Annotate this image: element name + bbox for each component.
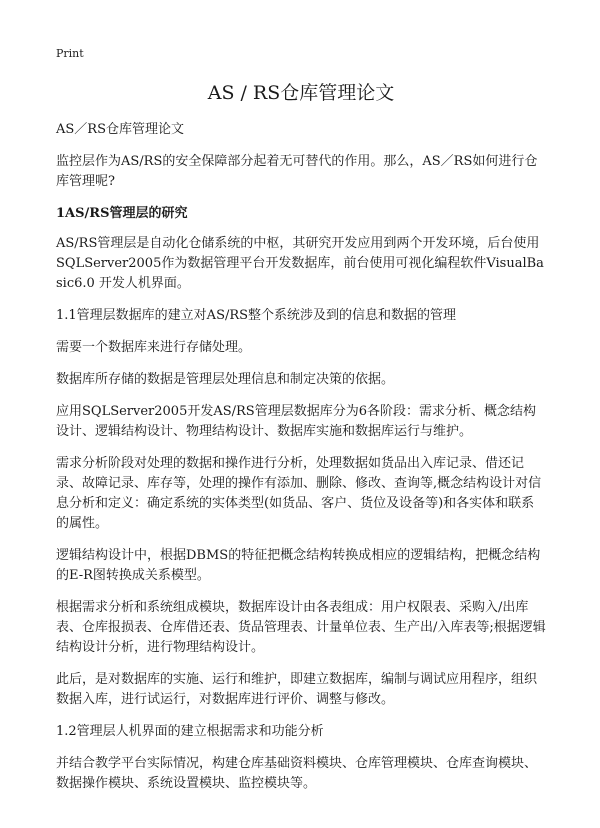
subsection-heading: 1.2管理层人机界面的建立根据需求和功能分析 bbox=[56, 724, 324, 739]
paragraph: 根据需求分析和系统组成模块，数据库设计由各表组成：用户权限表、采购入/出库表、仓库报损表、仓库借还表、货品管理表、计量单位表、生产出/入库表等;根据逻辑结构设计分析，进行物理结构设计。 bbox=[56, 600, 546, 655]
paragraph: 逻辑结构设计中，根据DBMS的特征把概念结构转换成相应的逻辑结构，把概念结构的E-R图转换成关系模型。 bbox=[56, 548, 541, 583]
paragraph: AS/RS管理层是自动化仓储系统的中枢，其研究开发应用到两个开发环境，后台使用SQLServer2005作为数据管理平台开发数据库，前台使用可视化编程软件VisualBasic6.0 开发人机界面。 bbox=[56, 236, 544, 291]
section-heading: 1AS/RS管理层的研究 bbox=[56, 206, 188, 221]
paragraph: 需要一个数据库来进行存储处理。 bbox=[56, 340, 252, 355]
paragraph: 此后，是对数据库的实施、运行和维护，即建立数据库，编制与调试应用程序，组织数据入库，进行试运行，对数据库进行评价、调整与修改。 bbox=[56, 672, 538, 707]
paragraph: 需求分析阶段对处理的数据和操作进行分析，处理数据如货品出入库记录、借还记录、故障记录、库存等，处理的操作有添加、删除、修改、查询等,概念结构设计对信息分析和定义：确定系统的实体类型(如货品、客户、货位及设备等)和各实体和联系的属性。 bbox=[56, 456, 542, 531]
page-title: AS / RS仓库管理论文 bbox=[207, 82, 395, 104]
paragraph: 数据库所存储的数据是管理层处理信息和制定决策的依据。 bbox=[56, 372, 395, 387]
paragraph-intro: 监控层作为AS/RS的安全保障部分起着无可替代的作用。那么，AS／RS如何进行仓库管理呢? bbox=[56, 154, 538, 189]
paragraph: 并结合教学平台实际情况，构建仓库基础资料模块、仓库管理模块、仓库查询模块、数据操作模块、系统设置模块、监控模块等。 bbox=[56, 756, 538, 791]
paragraph-subtitle: AS／RS仓库管理论文 bbox=[56, 122, 184, 137]
subsection-heading: 1.1管理层数据库的建立对AS/RS整个系统涉及到的信息和数据的管理 bbox=[56, 308, 457, 323]
paragraph: 应用SQLServer2005开发AS/RS管理层数据库分为6各阶段：需求分析、概念结构设计、逻辑结构设计、物理结构设计、数据库实施和数据库运行与维护。 bbox=[56, 404, 536, 439]
print-label: Print bbox=[56, 47, 84, 60]
document-body bbox=[56, 120, 546, 806]
